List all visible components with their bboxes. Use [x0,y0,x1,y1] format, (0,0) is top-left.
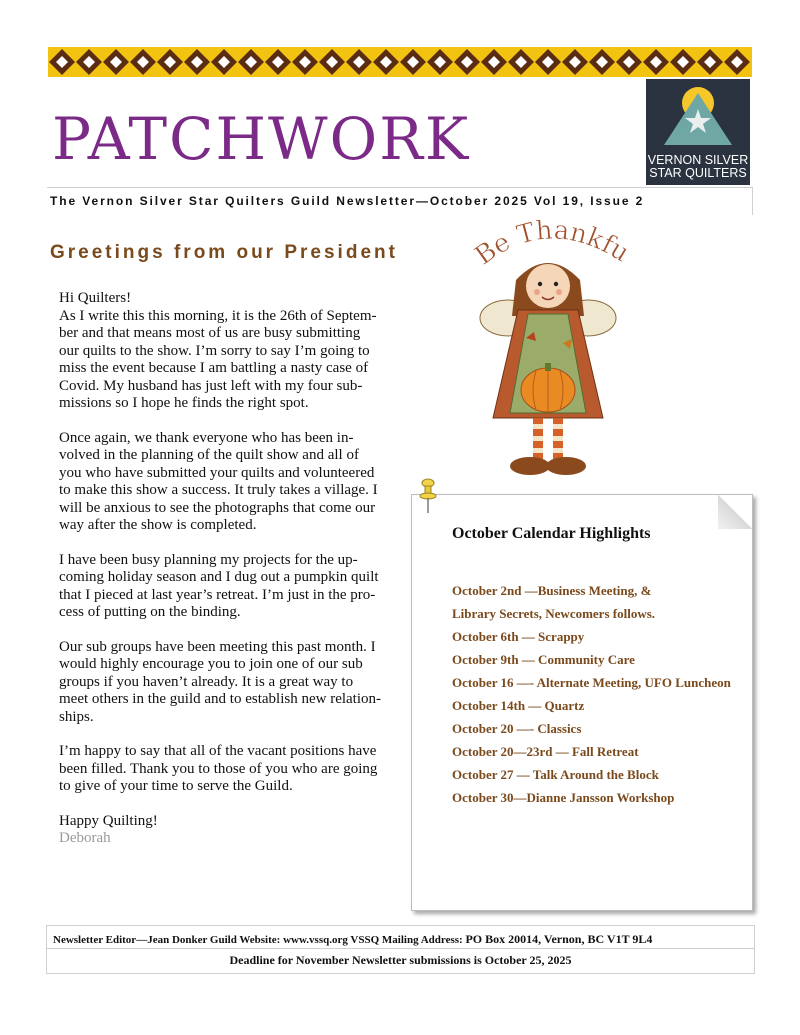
newsletter-subtitle: The Vernon Silver Star Quilters Guild Newsletter—October 2025 Vol 19, Issue 2 [50,194,645,208]
letter-line: to give of your time to serve the Guild. [59,778,293,794]
letter-line: missions so I hope he finds the right spot. [59,395,309,411]
letter-line: would highly encourage you to join one of our sub [59,656,363,672]
letter-line: ber and that means most of us are busy submitting [59,325,361,341]
letter-line: our quilts to the show. I’m sorry to say I’m going to [59,342,370,359]
logo-text-line2: STAR QUILTERS [649,166,747,180]
letter-paragraph [59,552,397,622]
footer-mailing-address: PO Box 20014, Vernon, BC V1T 9L4 [465,932,653,946]
logo-text-line1: VERNON SILVER [647,153,749,167]
calendar-item: October 6th — Scrappy [452,629,585,644]
letter-line: to make this show a success. It truly takes a village. I [59,482,378,498]
thankful-girl-illustration [398,218,693,488]
newsletter-footer [46,925,755,974]
letter-line: that I pieced at last year’s retreat. I’m just in the pro- [59,586,376,603]
letter-line: volved in the planning of the quilt show and all of [59,447,359,463]
letter-signature: Deborah [59,830,111,846]
letter-line: Our sub groups have been meeting this past month. I [59,638,376,655]
letter-line: meet others in the guild and to establish new relation- [59,691,382,707]
letter-line: coming holiday season and I dug out a pumpkin quilt [59,569,379,585]
letter-line: I have been busy planning my projects for the up- [59,551,358,568]
letter-paragraph [59,743,397,796]
masthead-divider [47,187,753,188]
letter-line: miss the event because I am battling a nasty case of [59,360,369,376]
diamond-pattern-graphic [48,47,752,77]
letter-closing: Happy Quilting! [59,812,158,829]
letter-paragraph [59,639,397,727]
calendar-item: October 14th — Quartz [452,698,585,713]
letter-paragraph [59,430,397,535]
letter-line: I’m happy to say that all of the vacant positions have [59,743,377,759]
scarecrow-girl-pumpkin-icon [398,218,693,488]
letter-line: will be anxious to see the photographs that come our [59,499,376,516]
calendar-item: October 9th — Community Care [452,652,635,667]
calendar-item: October 2nd —Business Meeting, & [452,583,652,598]
letter-salutation: Hi Quilters! [59,290,132,306]
calendar-item: October 16 —- Alternate Meeting, UFO Luncheon [452,675,731,690]
guild-logo [646,79,750,185]
calendar-list [452,583,742,813]
letter-line: way after the show is completed. [59,517,257,533]
letter-line: As I write this this morning, it is the 26th of Septem- [59,307,377,324]
letter-line: groups if you haven’t already. It is a great way to [59,673,354,690]
calendar-item: October 30—Dianne Jansson Workshop [452,790,675,805]
decorative-diamond-band [48,47,752,77]
calendar-note [411,494,753,911]
letter-line: ships. [59,708,94,725]
president-letter [59,290,397,848]
footer-divider [47,948,754,949]
star-mountain-logo-icon [646,79,750,159]
calendar-heading: October Calendar Highlights [452,525,651,542]
frame-right-edge [752,187,753,215]
letter-line: Covid. My husband has just left with my four sub- [59,377,363,394]
letter-paragraph [59,308,397,413]
footer-editor-info: Newsletter Editor—Jean Donker Guild Website: www.vssq.org VSSQ Mailing Address: [53,934,466,946]
letter-line: cess of putting on the binding. [59,604,241,620]
calendar-item: October 27 — Talk Around the Block [452,767,659,782]
pushpin-graphic [417,478,439,514]
page-curl-corner [718,495,752,529]
letter-line: you who have submitted your quilts and volunteered [59,464,375,481]
footer-deadline: Deadline for November Newsletter submissions is October 25, 2025 [229,953,572,967]
calendar-item: October 20—23rd — Fall Retreat [452,744,639,759]
footer-contact-line [53,932,652,947]
letter-line: Once again, we thank everyone who has been in- [59,429,354,446]
president-heading: Greetings from our President [50,242,398,263]
be-thankful-banner: Be Thankfu [469,218,635,272]
calendar-item: October 20 —- Classics [452,721,582,736]
calendar-item: Library Secrets, Newcomers follows. [452,606,656,621]
letter-line: been filled. Thank you to those of you who are going [59,760,378,777]
pushpin-icon [417,478,439,514]
newsletter-title: PATCHWORK [52,105,471,173]
